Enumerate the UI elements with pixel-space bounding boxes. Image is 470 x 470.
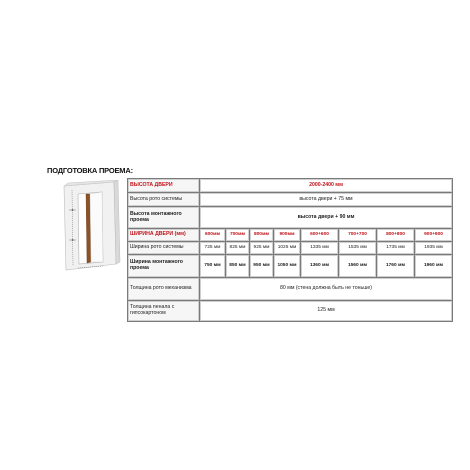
case-thickness-label: Толщина пенала с гипсокартоном bbox=[128, 301, 200, 322]
roto-width-cell: 925 мм bbox=[250, 242, 274, 255]
door-width-cell: 800+800 bbox=[377, 229, 415, 242]
mech-thickness-label: Толщина рото механизма bbox=[128, 278, 200, 301]
mount-width-cell: 1960 мм bbox=[415, 255, 453, 278]
mount-width-cell: 1360 мм bbox=[301, 255, 339, 278]
mount-width-cell: 1050 мм bbox=[274, 255, 301, 278]
table-row bbox=[128, 193, 453, 207]
table-row bbox=[128, 255, 453, 278]
roto-height-label: Высота рото системы bbox=[128, 193, 200, 207]
mount-width-cell: 1560 мм bbox=[339, 255, 377, 278]
table-row bbox=[128, 242, 453, 255]
roto-width-cell: 1025 мм bbox=[274, 242, 301, 255]
roto-width-cell: 1735 мм bbox=[377, 242, 415, 255]
door-opening-spec-table bbox=[127, 178, 453, 322]
mount-height-value: высота двери + 90 мм bbox=[200, 207, 453, 229]
mount-width-cell: 850 мм bbox=[226, 255, 250, 278]
page-heading: ПОДГОТОВКА ПРОЕМА: bbox=[47, 166, 133, 175]
roto-width-cell: 1335 мм bbox=[301, 242, 339, 255]
table-row bbox=[128, 229, 453, 242]
door-width-cell: 600мм bbox=[200, 229, 226, 242]
table-row bbox=[128, 278, 453, 301]
case-thickness-value: 125 мм bbox=[200, 301, 453, 322]
mech-thickness-value: 80 мм (стена должна быть не тоньше) bbox=[200, 278, 453, 301]
door-frame-illustration bbox=[56, 180, 124, 272]
door-width-cell: 800мм bbox=[250, 229, 274, 242]
door-width-cell: 700+700 bbox=[339, 229, 377, 242]
door-width-cell: 700мм bbox=[226, 229, 250, 242]
roto-width-label: Ширина рото системы bbox=[128, 242, 200, 255]
roto-height-value: высота двери + 75 мм bbox=[200, 193, 453, 207]
table-row bbox=[128, 301, 453, 322]
mount-width-cell: 950 мм bbox=[250, 255, 274, 278]
mount-width-cell: 750 мм bbox=[200, 255, 226, 278]
roto-width-cell: 1935 мм bbox=[415, 242, 453, 255]
mount-width-label: Ширина монтажного проема bbox=[128, 255, 200, 278]
door-width-cell: 900мм bbox=[274, 229, 301, 242]
roto-width-cell: 725 мм bbox=[200, 242, 226, 255]
mount-height-label: Высота монтажного проема bbox=[128, 207, 200, 229]
roto-width-cell: 825 мм bbox=[226, 242, 250, 255]
door-width-label: ШИРИНА ДВЕРИ (мм) bbox=[128, 229, 200, 242]
table-row bbox=[128, 207, 453, 229]
roto-width-cell: 1535 мм bbox=[339, 242, 377, 255]
door-width-cell: 900+900 bbox=[415, 229, 453, 242]
table-row bbox=[128, 179, 453, 193]
door-height-label: ВЫСОТА ДВЕРИ bbox=[128, 179, 200, 193]
door-width-cell: 600+600 bbox=[301, 229, 339, 242]
door-height-value: 2000-2400 мм bbox=[200, 179, 453, 193]
mount-width-cell: 1760 мм bbox=[377, 255, 415, 278]
